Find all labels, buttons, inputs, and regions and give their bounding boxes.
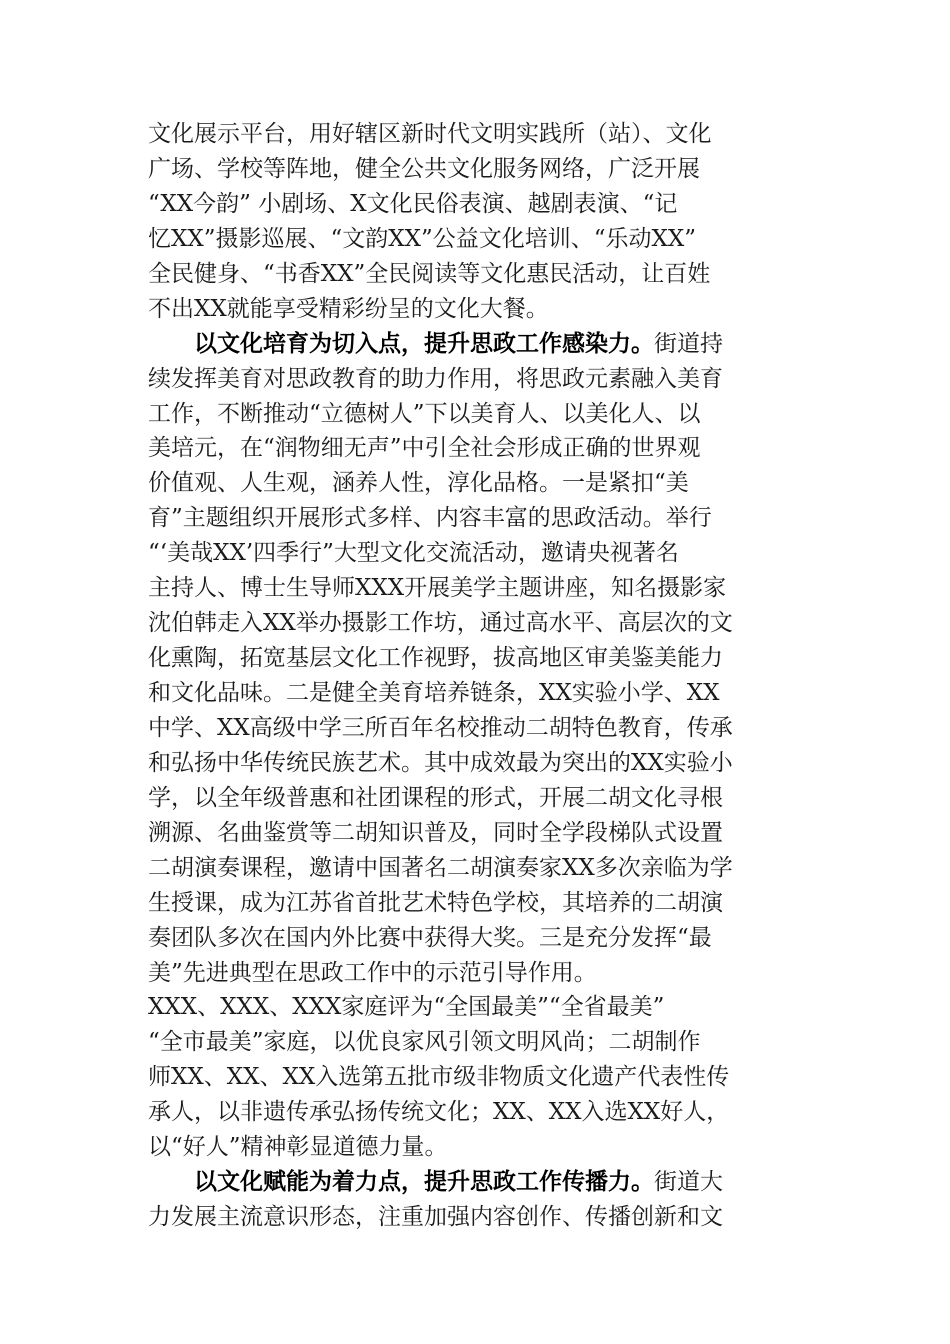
text-line: 和文化品味。二是健全美育培养链条，XX实验小学、XX <box>148 680 720 706</box>
text-line: 育”主题组织开展形式多样、内容丰富的思政活动。举行 <box>148 505 712 532</box>
paragraph-first-line <box>148 1165 808 1200</box>
body-text <box>148 117 808 1235</box>
text-line: 美”先进典型在思政工作中的示范引导作用。 <box>148 959 597 986</box>
text-line: 以“好人”精神彰显道德力量。 <box>148 1134 448 1161</box>
section-heading: 以文化赋能为着力点，提升思政工作传播力。 <box>194 1168 654 1196</box>
text-run: 街道大 <box>654 1169 723 1196</box>
text-line: 不出XX就能享受精彩纷呈的文化大餐。 <box>148 295 549 322</box>
text-line: 力发展主流意识形态，注重加强内容创作、传播创新和文 <box>148 1204 723 1231</box>
text-line: 美培元，在“润物细无声”中引全社会形成正确的世界观 <box>148 435 701 462</box>
text-run: 街道持 <box>654 330 723 357</box>
text-line: 沈伯韩走入XX举办摄影工作坊，通过高水平、高层次的文 <box>148 610 733 637</box>
paragraph-first-line <box>148 327 808 362</box>
text-line: XXX、XXX、XXX家庭评为“全国最美”“全省最美” <box>148 994 665 1021</box>
text-line: 承人，以非遗传承弘扬传统文化；XX、XX入选XX好人， <box>148 1099 730 1126</box>
text-line: 忆XX”摄影巡展、“文韵XX”公益文化培训、“乐动XX” <box>148 225 697 252</box>
text-line: 广场、学校等阵地，健全公共文化服务网络，广泛开展 <box>148 155 700 182</box>
text-line: 师XX、XX、XX入选第五批市级非物质文化遗产代表性传 <box>148 1064 730 1091</box>
text-line: 化熏陶，拓宽基层文化工作视野，拔高地区审美鉴美能力 <box>148 645 723 672</box>
text-line: 奏团队多次在国内外比赛中获得大奖。三是充分发挥“最 <box>148 924 712 951</box>
section-heading: 以文化培育为切入点，提升思政工作感染力。 <box>194 329 654 357</box>
text-line: 溯源、名曲鉴赏等二胡知识普及，同时全学段梯队式设置 <box>148 819 723 846</box>
text-line: 文化展示平台，用好辖区新时代文明实践所（站）、文化 <box>148 121 712 147</box>
text-line: 二胡演奏课程，邀请中国著名二胡演奏家XX多次亲临为学 <box>148 854 733 881</box>
text-line: 生授课，成为江苏省首批艺术特色学校，其培养的二胡演 <box>148 889 723 916</box>
text-line: 和弘扬中华传统民族艺术。其中成效最为突出的XX实验小 <box>148 749 733 776</box>
text-line: “‘美哉XX’四季行”大型文化交流活动，邀请央视著名 <box>148 540 679 567</box>
text-line: “全市最美”家庭，以优良家风引领文明风尚；二胡制作 <box>148 1029 701 1056</box>
text-line: 全民健身、“书香XX”全民阅读等文化惠民活动，让百姓 <box>148 260 711 287</box>
text-line: “XX今韵” 小剧场、X文化民俗表演、越剧表演、“记 <box>148 190 678 217</box>
text-line: 学，以全年级普惠和社团课程的形式，开展二胡文化寻根 <box>148 784 723 811</box>
text-line: 价值观、人生观，涵养人性，淳化品格。一是紧扣“美 <box>148 470 689 497</box>
text-line: 主持人、博士生导师XXX开展美学主题讲座，知名摄影家 <box>148 575 727 602</box>
text-line: 工作，不断推动“立德树人”下以美育人、以美化人、以 <box>148 400 701 427</box>
text-line: 中学、XX高级中学三所百年名校推动二胡特色教育，传承 <box>148 714 733 741</box>
text-line: 续发挥美育对思政教育的助力作用，将思政元素融入美育 <box>148 365 723 392</box>
